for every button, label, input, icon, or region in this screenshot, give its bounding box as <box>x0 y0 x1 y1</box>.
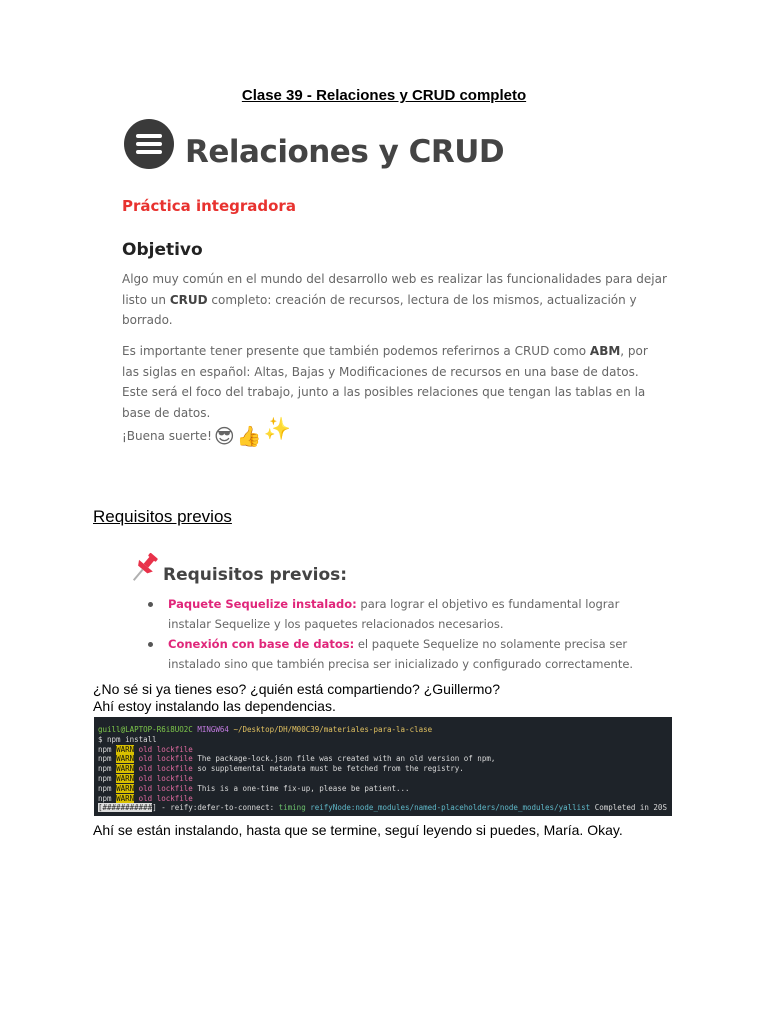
good-luck-line <box>122 417 292 448</box>
transcript-line-2: Ahí estoy instalando las dependencias. <box>93 698 336 714</box>
thumbs-up-emoji-icon: 👍 <box>236 424 262 448</box>
terminal-warn-line: npm WARN old lockfile <box>98 773 193 783</box>
terminal-command: $ npm install <box>98 734 157 744</box>
document-title: Clase 39 - Relaciones y CRUD completo <box>241 87 527 104</box>
slide-requisitos-previos <box>126 548 656 673</box>
sparkles-emoji-icon: ✨ <box>263 417 292 442</box>
sunglasses-emoji-icon: 😎 <box>213 424 235 448</box>
good-luck-text: ¡Buena suerte! <box>122 429 212 443</box>
menu-icon <box>124 119 174 169</box>
slide-heading: Relaciones y CRUD <box>185 134 505 170</box>
pushpin-icon <box>126 550 162 586</box>
slide-subheading: Práctica integradora <box>122 197 296 215</box>
terminal-warn-line: npm WARN old lockfile so supplemental metadata must be fetched from the registry. <box>98 764 464 774</box>
terminal-warn-line: npm WARN old lockfile The package-lock.json file was created with an old version of npm, <box>98 754 496 764</box>
terminal-warn-line: npm WARN old lockfile <box>98 793 193 803</box>
requisitos-list <box>148 594 658 674</box>
terminal-screenshot <box>94 717 672 816</box>
transcript-line-1: ¿No sé si ya tienes eso? ¿quién está compartiendo? ¿Guillermo? <box>93 681 500 697</box>
section-heading-requisitos: Requisitos previos <box>93 507 232 526</box>
slide-relaciones-crud <box>122 116 682 466</box>
list-item: Paquete Sequelize instalado: para lograr el objetivo es fundamental lograr instalar Sequelize y los paquetes relacionados necesarios. <box>148 594 658 634</box>
objective-heading: Objetivo <box>122 240 203 260</box>
terminal-prompt: guill@LAPTOP-R6i8UO2C MINGW64 ~/Desktop/DH/M00C39/materiales-para-la-clase <box>98 725 433 734</box>
objective-paragraph-1: Algo muy común en el mundo del desarrollo web es realizar las funcionalidades para dejar listo un CRUD completo: creación de recursos, lectura de los mismos, actualización y borrado. <box>122 272 667 327</box>
objective-paragraph-2: Es importante tener presente que también podemos referirnos a CRUD como ABM, por las siglas en español: Altas, Bajas y Modificaciones de recursos en una base de datos. Este será el foco del trabajo, junto a las posibles relaciones que tengan las tablas en la base de datos. <box>122 344 648 420</box>
list-item: Conexión con base de datos: el paquete Sequelize no solamente precisa ser instalado sino que también precisa ser inicializado y configurado correctamente. <box>148 634 658 674</box>
terminal-warn-line: npm WARN old lockfile This is a one-time fix-up, please be patient... <box>98 783 410 793</box>
terminal-warn-line: npm WARN old lockfile <box>98 744 193 754</box>
transcript-line-3: Ahí se están instalando, hasta que se termine, seguí leyendo si puedes, María. Okay. <box>93 822 623 838</box>
requisitos-heading: Requisitos previos: <box>163 565 348 585</box>
terminal-progress-line: [###########] - reify:defer-to-connect: timing reifyNode:node_modules/named-placeholders/node_modules/yallist Completed in 20S <box>98 803 667 813</box>
